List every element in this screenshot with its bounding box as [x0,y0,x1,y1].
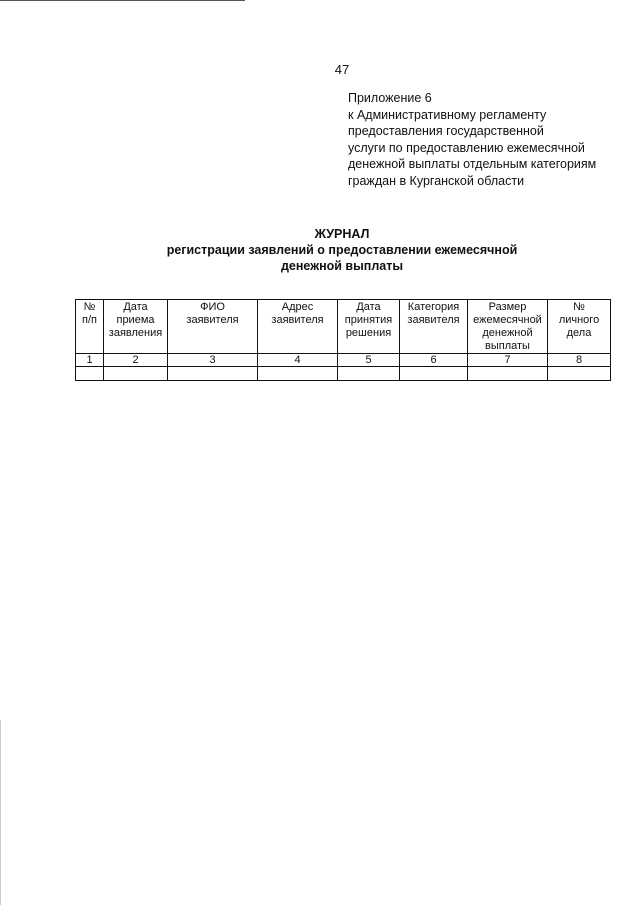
column-header-line: дела [566,327,592,339]
journal-title [0,226,640,274]
scan-edge-line [0,0,245,1]
appendix-line: к Административному регламенту [348,107,547,122]
column-header-line: заявителя [186,314,239,326]
column-header-line: Категория [407,301,460,313]
column-header-line: заявителя [271,314,324,326]
column-number-cell: 1 [76,354,104,367]
column-header-line: заявления [108,327,163,339]
table-cell [168,367,258,381]
table-cell [104,367,168,381]
column-number-cell: 8 [548,354,611,367]
column-header-line: п/п [82,314,97,326]
table-row [76,367,611,381]
journal-title-line: регистрации заявлений о предоставлении ежемесячной [166,243,518,257]
column-header-line: Дата [356,301,381,313]
column-number-cell: 4 [258,354,338,367]
appendix-line: Приложение 6 [348,91,432,105]
scan-margin-line [0,720,1,905]
column-header-line: ФИО [200,301,225,313]
column-number-row [76,354,611,367]
column-header-line: заявителя [407,314,460,326]
table-cell [76,367,104,381]
column-header-line: принятия [344,314,393,326]
column-header [168,300,258,354]
appendix-note [348,90,628,189]
column-header [400,300,468,354]
table-header-row [76,300,611,354]
appendix-line: денежной выплаты отдельным категориям [348,157,597,171]
table-cell [400,367,468,381]
column-header-line: № [83,301,96,313]
table-cell [548,367,611,381]
column-header-line: личного [558,314,600,326]
column-header-line: № [573,301,585,313]
column-number-cell: 5 [338,354,400,367]
column-header-line: приема [116,314,155,326]
column-number-cell: 3 [168,354,258,367]
column-header-line: Размер [488,301,527,313]
appendix-line: граждан в Курганской области [348,173,525,188]
column-number-cell: 7 [468,354,548,367]
column-header [104,300,168,354]
page-number: 47 [334,62,350,77]
appendix-line: предоставления государственной [348,124,544,138]
column-number-cell: 6 [400,354,468,367]
column-header-line: денежной [482,327,533,339]
column-header-line: решения [345,327,392,339]
journal-title-line: ЖУРНАЛ [314,227,370,241]
journal-table [75,299,611,381]
column-header [258,300,338,354]
appendix-line: услуги по предоставлению ежемесячной [348,140,585,155]
column-header-line: Адрес [281,301,314,313]
column-header [338,300,400,354]
column-header [468,300,548,354]
column-number-cell: 2 [104,354,168,367]
column-header-line: выплаты [485,340,530,352]
journal-title-line: денежной выплаты [280,259,404,273]
column-header [76,300,104,354]
table-cell [338,367,400,381]
column-header-line: Дата [123,301,148,313]
column-header-line: ежемесячной [473,314,542,326]
column-header [548,300,611,354]
table-cell [258,367,338,381]
table-cell [468,367,548,381]
